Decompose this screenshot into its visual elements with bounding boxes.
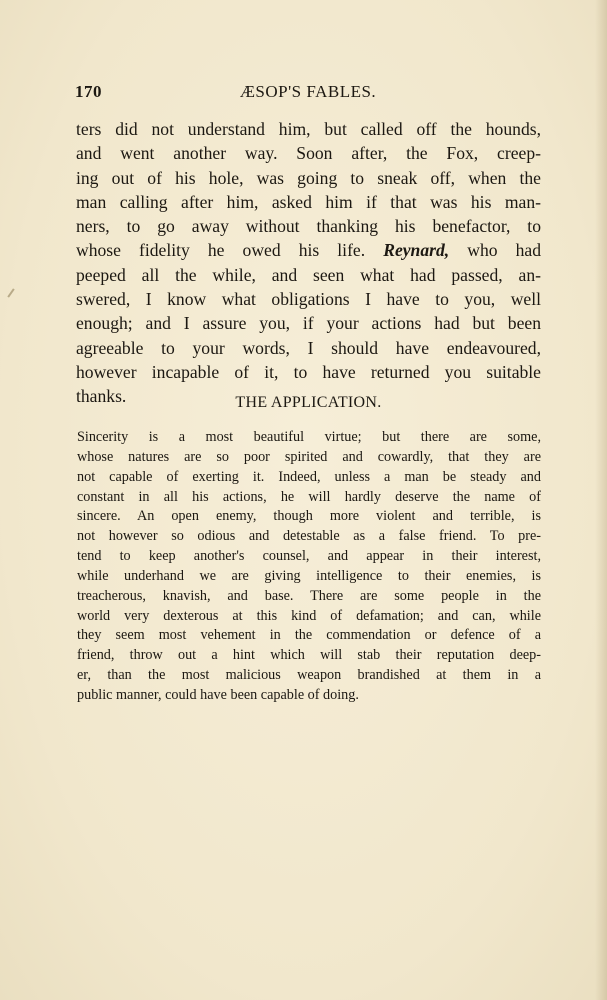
text-line: peeped all the while, and seen what had passed, an- [76,264,541,285]
application-line: world very dexterous at this kind of defamation; and can, while [77,607,541,624]
application-line: not capable of exerting it. Indeed, unless a man be steady and [77,468,541,485]
text-line: and went another way. Soon after, the Fox, creep- [76,143,541,164]
text-line: thanks. [76,386,127,407]
text-line-reynard [76,238,541,262]
application-line: friend, throw out a hint which will stab their reputation deep- [77,647,541,664]
application-line: treacherous, knavish, and base. There are some people in the [77,587,541,604]
application-line: er, than the most malicious weapon brandished at them in a [77,667,541,684]
application-line: sincere. An open enemy, though more violent and terrible, is [77,508,541,525]
text-line-reynard-content: whose fidelity he owed his life. Reynard, who had [76,240,542,261]
page-number: 170 [75,82,102,101]
application-text [77,428,541,706]
text-line: ing out of his hole, was going to sneak off, when the [76,167,541,188]
application-line: they seem most vehement in the commendation or defence of a [77,627,541,644]
application-heading: THE APPLICATION. [235,394,382,411]
application-line: not however so odious and detestable as a false friend. To pre- [77,528,541,545]
application-line: tend to keep another's counsel, and appear in their interest, [77,548,541,565]
page-header [75,82,541,106]
application-line: public manner, could have been capable of doing. [77,686,359,703]
text-line: enough; and I assure you, if your actions had but been [76,313,541,334]
application-line: Sincerity is a most beautiful virtue; but there are some, [77,429,541,445]
margin-mark [7,288,14,297]
application-line: constant in all his actions, he will hardly deserve the name of [77,488,541,505]
text-line: however incapable of it, to have returned you suitable [76,361,541,382]
text-line: ters did not understand him, but called off the hounds, [76,119,541,139]
text-line: ners, to go away without thanking his benefactor, to [76,216,541,237]
fable-text [76,117,541,409]
application-line: whose natures are so poor spirited and cowardly, that they are [77,448,541,465]
page-spine-shadow [595,0,607,1000]
text-line: swered, I know what obligations I have to you, well [76,289,541,310]
text-line: agreeable to your words, I should have endeavoured, [76,337,541,358]
application-line: while underhand we are giving intelligence to their enemies, is [77,567,541,584]
running-title: ÆSOP'S FABLES. [239,82,377,101]
text-line: man calling after him, asked him if that was his man- [76,191,541,212]
italic-name: Reynard, [383,240,450,261]
